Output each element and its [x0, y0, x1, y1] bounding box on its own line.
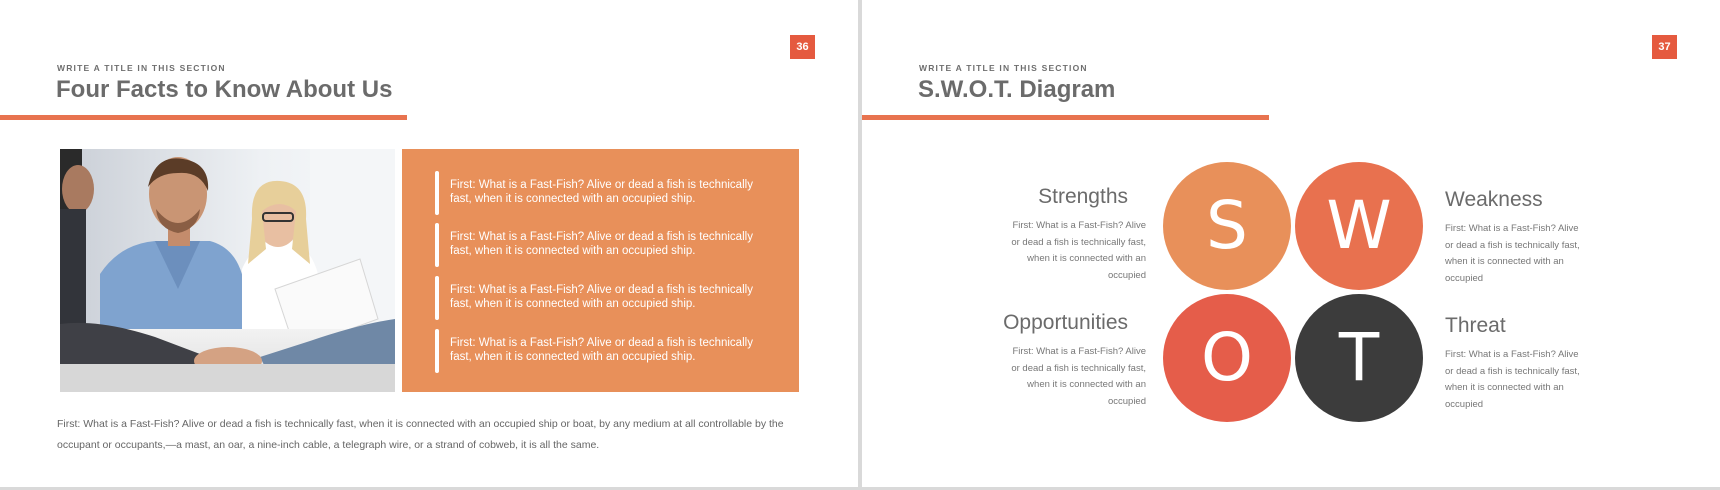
fact-item — [435, 223, 785, 267]
body-paragraph: First: What is a Fast-Fish? Alive or dead a fish is technically fast, when it is connected with an occupied ship or boat, by any medium at all controllable by the occupant or occupants,—a mast, an oar, a nine-inch cable, a telegraph wire, or a strand of cobweb, it is all the same. — [57, 418, 784, 451]
fact-item — [435, 329, 785, 373]
slide-36[interactable] — [0, 0, 858, 487]
fact-bar — [435, 329, 439, 373]
facts-panel — [402, 149, 799, 392]
fact-text: First: What is a Fast-Fish? Alive or dead a fish is technically fast, when it is connected with an occupied ship. — [450, 337, 753, 363]
slide-title: S.W.O.T. Diagram — [918, 76, 1116, 103]
slide-37[interactable] — [862, 0, 1720, 487]
section-label: WRITE A TITLE IN THIS SECTION — [919, 63, 1088, 73]
fact-bar — [435, 223, 439, 267]
business-meeting-photo — [60, 149, 395, 392]
fact-bar — [435, 276, 439, 320]
fact-item — [435, 276, 785, 320]
swot-desc-threat: First: What is a Fast-Fish? Alive or dead a fish is technically fast, when it is connected with an occupied — [1445, 349, 1580, 410]
swot-heading-opportunities: Opportunities — [1003, 311, 1128, 334]
swot-desc-opportunities: First: What is a Fast-Fish? Alive or dead a fish is technically fast, when it is connected with an occupied — [1011, 346, 1146, 407]
swot-desc-strengths: First: What is a Fast-Fish? Alive or dead a fish is technically fast, when it is connected with an occupied — [1011, 220, 1146, 281]
swot-desc-weakness: First: What is a Fast-Fish? Alive or dead a fish is technically fast, when it is connected with an occupied — [1445, 223, 1580, 284]
page-number-badge: 36 — [790, 35, 815, 59]
slide-title: Four Facts to Know About Us — [56, 76, 393, 103]
fact-text: First: What is a Fast-Fish? Alive or dead a fish is technically fast, when it is connected with an occupied ship. — [450, 231, 753, 257]
fact-item — [435, 171, 785, 215]
swot-heading-threat: Threat — [1445, 314, 1506, 337]
section-label: WRITE A TITLE IN THIS SECTION — [57, 63, 226, 73]
swot-heading-strengths: Strengths — [1038, 185, 1128, 208]
swot-circle-threat: T — [1295, 294, 1423, 422]
swot-circle-opportunities: O — [1163, 294, 1291, 422]
swot-circle-weakness: W — [1295, 162, 1423, 290]
swot-heading-weakness: Weakness — [1445, 188, 1543, 211]
fact-text: First: What is a Fast-Fish? Alive or dead a fish is technically fast, when it is connected with an occupied ship. — [450, 179, 753, 205]
page-number-badge: 37 — [1652, 35, 1677, 59]
fact-bar — [435, 171, 439, 215]
title-underline — [862, 115, 1269, 120]
swot-circle-strengths: S — [1163, 162, 1291, 290]
fact-text: First: What is a Fast-Fish? Alive or dead a fish is technically fast, when it is connected with an occupied ship. — [450, 284, 753, 310]
title-underline — [0, 115, 407, 120]
